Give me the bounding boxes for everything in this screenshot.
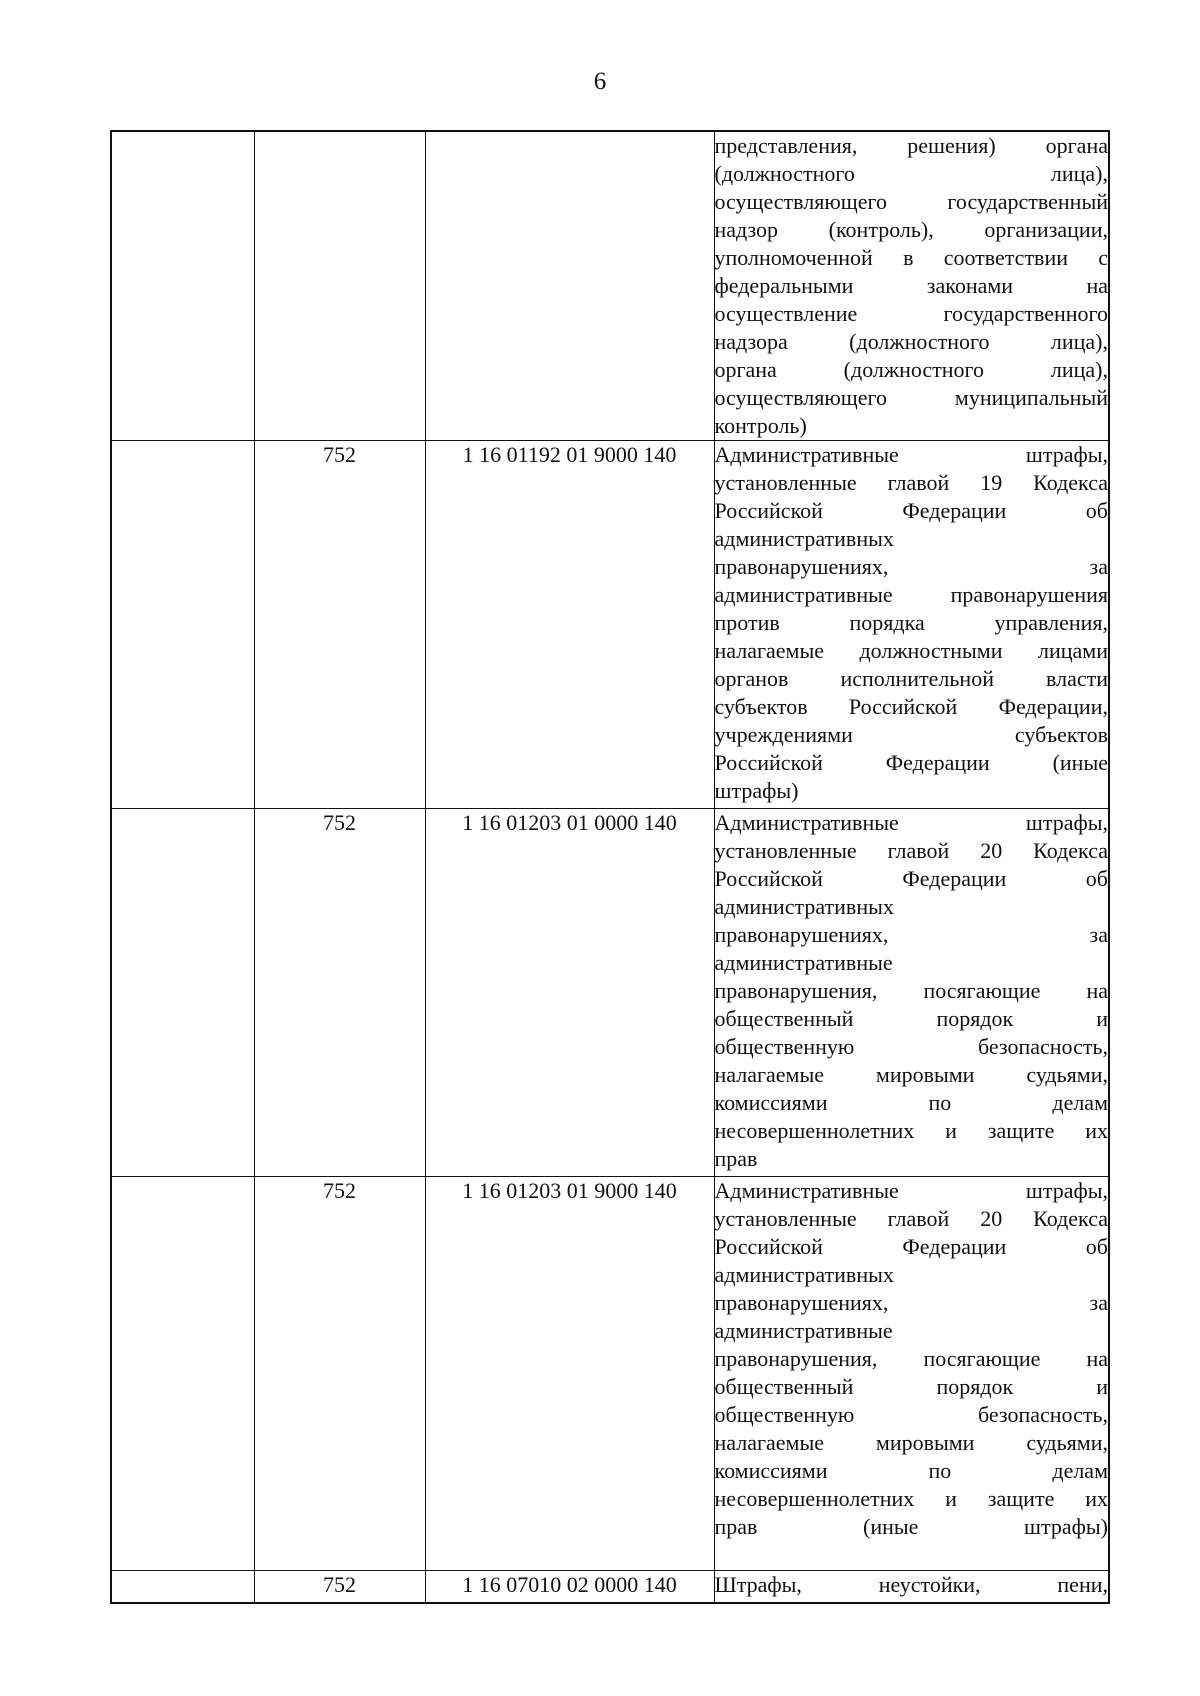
description-line	[715, 1205, 1109, 1233]
description-word: (должностного	[714, 161, 855, 186]
description-word: правонарушениях,	[714, 554, 889, 579]
table-row	[111, 1571, 1109, 1603]
description-word: осуществляющего	[714, 385, 887, 410]
description-word: Российской	[714, 498, 823, 523]
description-word: (иные	[1052, 750, 1108, 775]
description-line	[715, 721, 1109, 749]
cell-admin-code: 752	[254, 1571, 425, 1603]
page-number: 6	[593, 68, 607, 95]
description-word: (должностного	[849, 329, 990, 354]
description-word: (должностного	[843, 357, 985, 382]
description-word: государственный	[947, 189, 1108, 214]
description-word: административные	[714, 582, 893, 607]
description-line	[715, 300, 1109, 328]
description-word: порядка	[849, 610, 925, 635]
description-word: законами	[926, 273, 1014, 298]
description-word: уполномоченной	[714, 245, 873, 270]
budget-codes-table	[110, 130, 1110, 1604]
description-line	[715, 328, 1109, 356]
description-word: лица),	[1050, 161, 1108, 186]
cell-admin-code: 752	[254, 809, 425, 1177]
description-line	[715, 637, 1109, 665]
description-word: мировыми	[875, 1062, 975, 1087]
description-line	[715, 921, 1109, 949]
description-word: в	[903, 245, 914, 270]
description-word: 20	[980, 838, 1003, 863]
description-word: безопасность,	[977, 1034, 1108, 1059]
description-word: административных	[714, 1262, 894, 1287]
description-word: правонарушениях,	[714, 922, 889, 947]
description-line	[715, 1457, 1109, 1485]
cell-kbk-code: 1 16 07010 02 0000 140	[425, 1571, 714, 1603]
description-word: главой	[887, 1206, 950, 1231]
description-word: организации,	[984, 217, 1108, 242]
table-row	[111, 131, 1109, 441]
description-word: органов	[714, 666, 789, 691]
description-word: власти	[1046, 666, 1108, 691]
cell-admin-code: 752	[254, 441, 425, 809]
description-line	[715, 160, 1109, 188]
description-word: делам	[1052, 1090, 1108, 1115]
description-word: управления,	[994, 610, 1108, 635]
description-line	[715, 1485, 1109, 1513]
description-word: несовершеннолетних	[714, 1118, 915, 1143]
description-word: их	[1085, 1118, 1108, 1143]
description-word: исполнительной	[840, 666, 994, 691]
description-word: штрафы,	[1025, 442, 1108, 467]
description-word: порядок	[936, 1006, 1014, 1031]
description-word: Федерации	[885, 750, 990, 775]
description-word: (контроль),	[828, 217, 934, 242]
description-line	[715, 1145, 1109, 1173]
description-word: установленные	[714, 1206, 857, 1231]
description-word: общественную	[714, 1402, 855, 1427]
description-line	[715, 1513, 1109, 1541]
description-line	[715, 384, 1109, 412]
description-line	[715, 1089, 1109, 1117]
description-line	[715, 693, 1109, 721]
description-word: Российской	[714, 1234, 823, 1259]
description-word: судьями,	[1026, 1062, 1108, 1087]
description-word: порядок	[936, 1374, 1014, 1399]
description-word: правонарушениях,	[714, 1290, 889, 1315]
description-line	[715, 1061, 1109, 1089]
description-word: с	[1098, 245, 1108, 270]
description-line	[715, 216, 1109, 244]
description-word: налагаемые	[714, 638, 824, 663]
description-word: решения)	[907, 133, 996, 158]
description-line	[715, 777, 1109, 805]
description-line	[715, 1429, 1109, 1457]
description-line	[715, 1233, 1109, 1261]
description-word: штрафы)	[714, 778, 799, 803]
description-word: защите	[987, 1118, 1055, 1143]
description-word: правонарушения,	[714, 1346, 878, 1371]
cell-empty	[111, 1571, 254, 1603]
description-line	[715, 837, 1109, 865]
description-word: посягающие	[923, 978, 1041, 1003]
description-line	[715, 1345, 1109, 1373]
description-word: административные	[714, 1318, 893, 1343]
cell-empty	[111, 441, 254, 809]
description-word: главой	[887, 838, 950, 863]
cell-kbk-code: 1 16 01192 01 9000 140	[425, 441, 714, 809]
description-word: несовершеннолетних	[714, 1486, 915, 1511]
description-word: судьями,	[1026, 1430, 1108, 1455]
description-word: посягающие	[923, 1346, 1041, 1371]
description-word: контроль)	[714, 413, 807, 438]
description-word: Штрафы,	[714, 1572, 802, 1597]
description-word: учреждениями	[714, 722, 853, 747]
description-word: субъектов	[1014, 722, 1108, 747]
description-word: и	[1096, 1374, 1108, 1399]
description-word: надзора	[714, 329, 788, 354]
description-word: на	[1086, 1346, 1108, 1371]
description-word: защите	[987, 1486, 1055, 1511]
description-line	[715, 749, 1109, 777]
description-line	[715, 1317, 1109, 1345]
description-word: Федерации	[902, 866, 1007, 891]
description-line	[715, 356, 1109, 384]
description-line	[715, 1117, 1109, 1145]
description-line	[715, 497, 1109, 525]
description-line	[715, 809, 1109, 837]
cell-kbk-code	[425, 131, 714, 441]
description-word: главой	[887, 470, 950, 495]
description-word: Административные	[714, 810, 899, 835]
description-word: должностными	[859, 638, 1003, 663]
description-word: органа	[1045, 133, 1108, 158]
description-word: правонарушения	[950, 582, 1108, 607]
description-word: и	[945, 1118, 957, 1143]
description-line	[715, 525, 1109, 553]
description-line	[715, 609, 1109, 637]
description-word: лица),	[1050, 357, 1108, 382]
description-word: 20	[980, 1206, 1003, 1231]
description-word: Федерации	[902, 498, 1007, 523]
description-word: надзор	[714, 217, 779, 242]
description-word: прав	[714, 1514, 758, 1539]
description-line	[715, 665, 1109, 693]
description-word: общественный	[714, 1374, 854, 1399]
cell-empty	[111, 809, 254, 1177]
description-line	[715, 893, 1109, 921]
description-line	[715, 553, 1109, 581]
description-word: пени,	[1057, 1572, 1108, 1597]
description-word: Федерации	[902, 1234, 1007, 1259]
description-word: административные	[714, 950, 893, 975]
description-word: осуществляющего	[714, 189, 887, 214]
description-word: за	[1089, 1290, 1108, 1315]
description-word: Российской	[714, 866, 823, 891]
description-word: Российской	[848, 694, 958, 719]
description-word: общественный	[714, 1006, 854, 1031]
description-word: об	[1085, 498, 1108, 523]
cell-description	[714, 131, 1109, 441]
cell-kbk-code: 1 16 01203 01 9000 140	[425, 1177, 714, 1571]
description-word: Административные	[714, 442, 899, 467]
cell-empty	[111, 1177, 254, 1571]
description-word: представления,	[714, 133, 858, 158]
table-row	[111, 1177, 1109, 1571]
description-word: за	[1089, 922, 1108, 947]
description-line	[715, 1401, 1109, 1429]
description-word: Кодекса	[1033, 1206, 1108, 1231]
cell-admin-code	[254, 131, 425, 441]
description-line	[715, 132, 1109, 160]
description-word: против	[714, 610, 780, 635]
description-word: комиссиями	[714, 1458, 828, 1483]
description-word: правонарушения,	[714, 978, 878, 1003]
description-word: установленные	[714, 470, 857, 495]
description-line	[715, 977, 1109, 1005]
description-line	[715, 1289, 1109, 1317]
description-word: Кодекса	[1033, 838, 1108, 863]
cell-kbk-code: 1 16 01203 01 0000 140	[425, 809, 714, 1177]
description-word: Административные	[714, 1178, 899, 1203]
description-word: федеральными	[714, 273, 854, 298]
description-word: 19	[980, 470, 1003, 495]
table-row	[111, 441, 1109, 809]
description-line	[715, 1571, 1109, 1599]
description-line	[715, 412, 1109, 440]
description-word: налагаемые	[714, 1062, 824, 1087]
description-word: штрафы,	[1025, 810, 1108, 835]
description-word: (иные	[863, 1514, 919, 1539]
description-word: и	[945, 1486, 957, 1511]
description-word: установленные	[714, 838, 857, 863]
description-line	[715, 469, 1109, 497]
description-word: по	[928, 1458, 952, 1483]
description-word: их	[1085, 1486, 1108, 1511]
table-row	[111, 809, 1109, 1177]
description-word: на	[1086, 273, 1108, 298]
description-word: соответствии	[943, 245, 1068, 270]
description-word: осуществление	[714, 301, 858, 326]
description-word: общественную	[714, 1034, 855, 1059]
description-line	[715, 244, 1109, 272]
description-line	[715, 1261, 1109, 1289]
cell-empty	[111, 131, 254, 441]
description-word: прав	[714, 1146, 758, 1171]
cell-description	[714, 1571, 1109, 1603]
description-word: мировыми	[875, 1430, 975, 1455]
description-word: субъектов	[714, 694, 808, 719]
description-word: по	[928, 1090, 952, 1115]
description-line	[715, 1177, 1109, 1205]
description-word: безопасность,	[977, 1402, 1108, 1427]
cell-description	[714, 1177, 1109, 1571]
description-line	[715, 1005, 1109, 1033]
description-line	[715, 441, 1109, 469]
description-word: налагаемые	[714, 1430, 824, 1455]
description-word: комиссиями	[714, 1090, 828, 1115]
description-line	[715, 1373, 1109, 1401]
description-word: Кодекса	[1033, 470, 1108, 495]
description-word: об	[1085, 1234, 1108, 1259]
description-word: муниципальный	[954, 385, 1108, 410]
cell-description	[714, 809, 1109, 1177]
description-word: неустойки,	[878, 1572, 981, 1597]
description-word: Российской	[714, 750, 823, 775]
description-line	[715, 188, 1109, 216]
description-line	[715, 949, 1109, 977]
description-word: административных	[714, 894, 894, 919]
description-word: на	[1086, 978, 1108, 1003]
description-word: штрафы,	[1025, 1178, 1108, 1203]
description-word: об	[1085, 866, 1108, 891]
description-line	[715, 1033, 1109, 1061]
description-word: лицами	[1037, 638, 1108, 663]
description-word: лица),	[1050, 329, 1108, 354]
cell-admin-code: 752	[254, 1177, 425, 1571]
description-word: административных	[714, 526, 894, 551]
description-line	[715, 272, 1109, 300]
description-word: Федерации,	[998, 694, 1108, 719]
description-word: органа	[714, 357, 777, 382]
description-word: делам	[1052, 1458, 1108, 1483]
description-word: штрафы)	[1024, 1514, 1108, 1539]
description-word: за	[1089, 554, 1108, 579]
description-line	[715, 865, 1109, 893]
description-line	[715, 581, 1109, 609]
cell-description	[714, 441, 1109, 809]
description-word: государственного	[943, 301, 1108, 326]
description-word: и	[1096, 1006, 1108, 1031]
